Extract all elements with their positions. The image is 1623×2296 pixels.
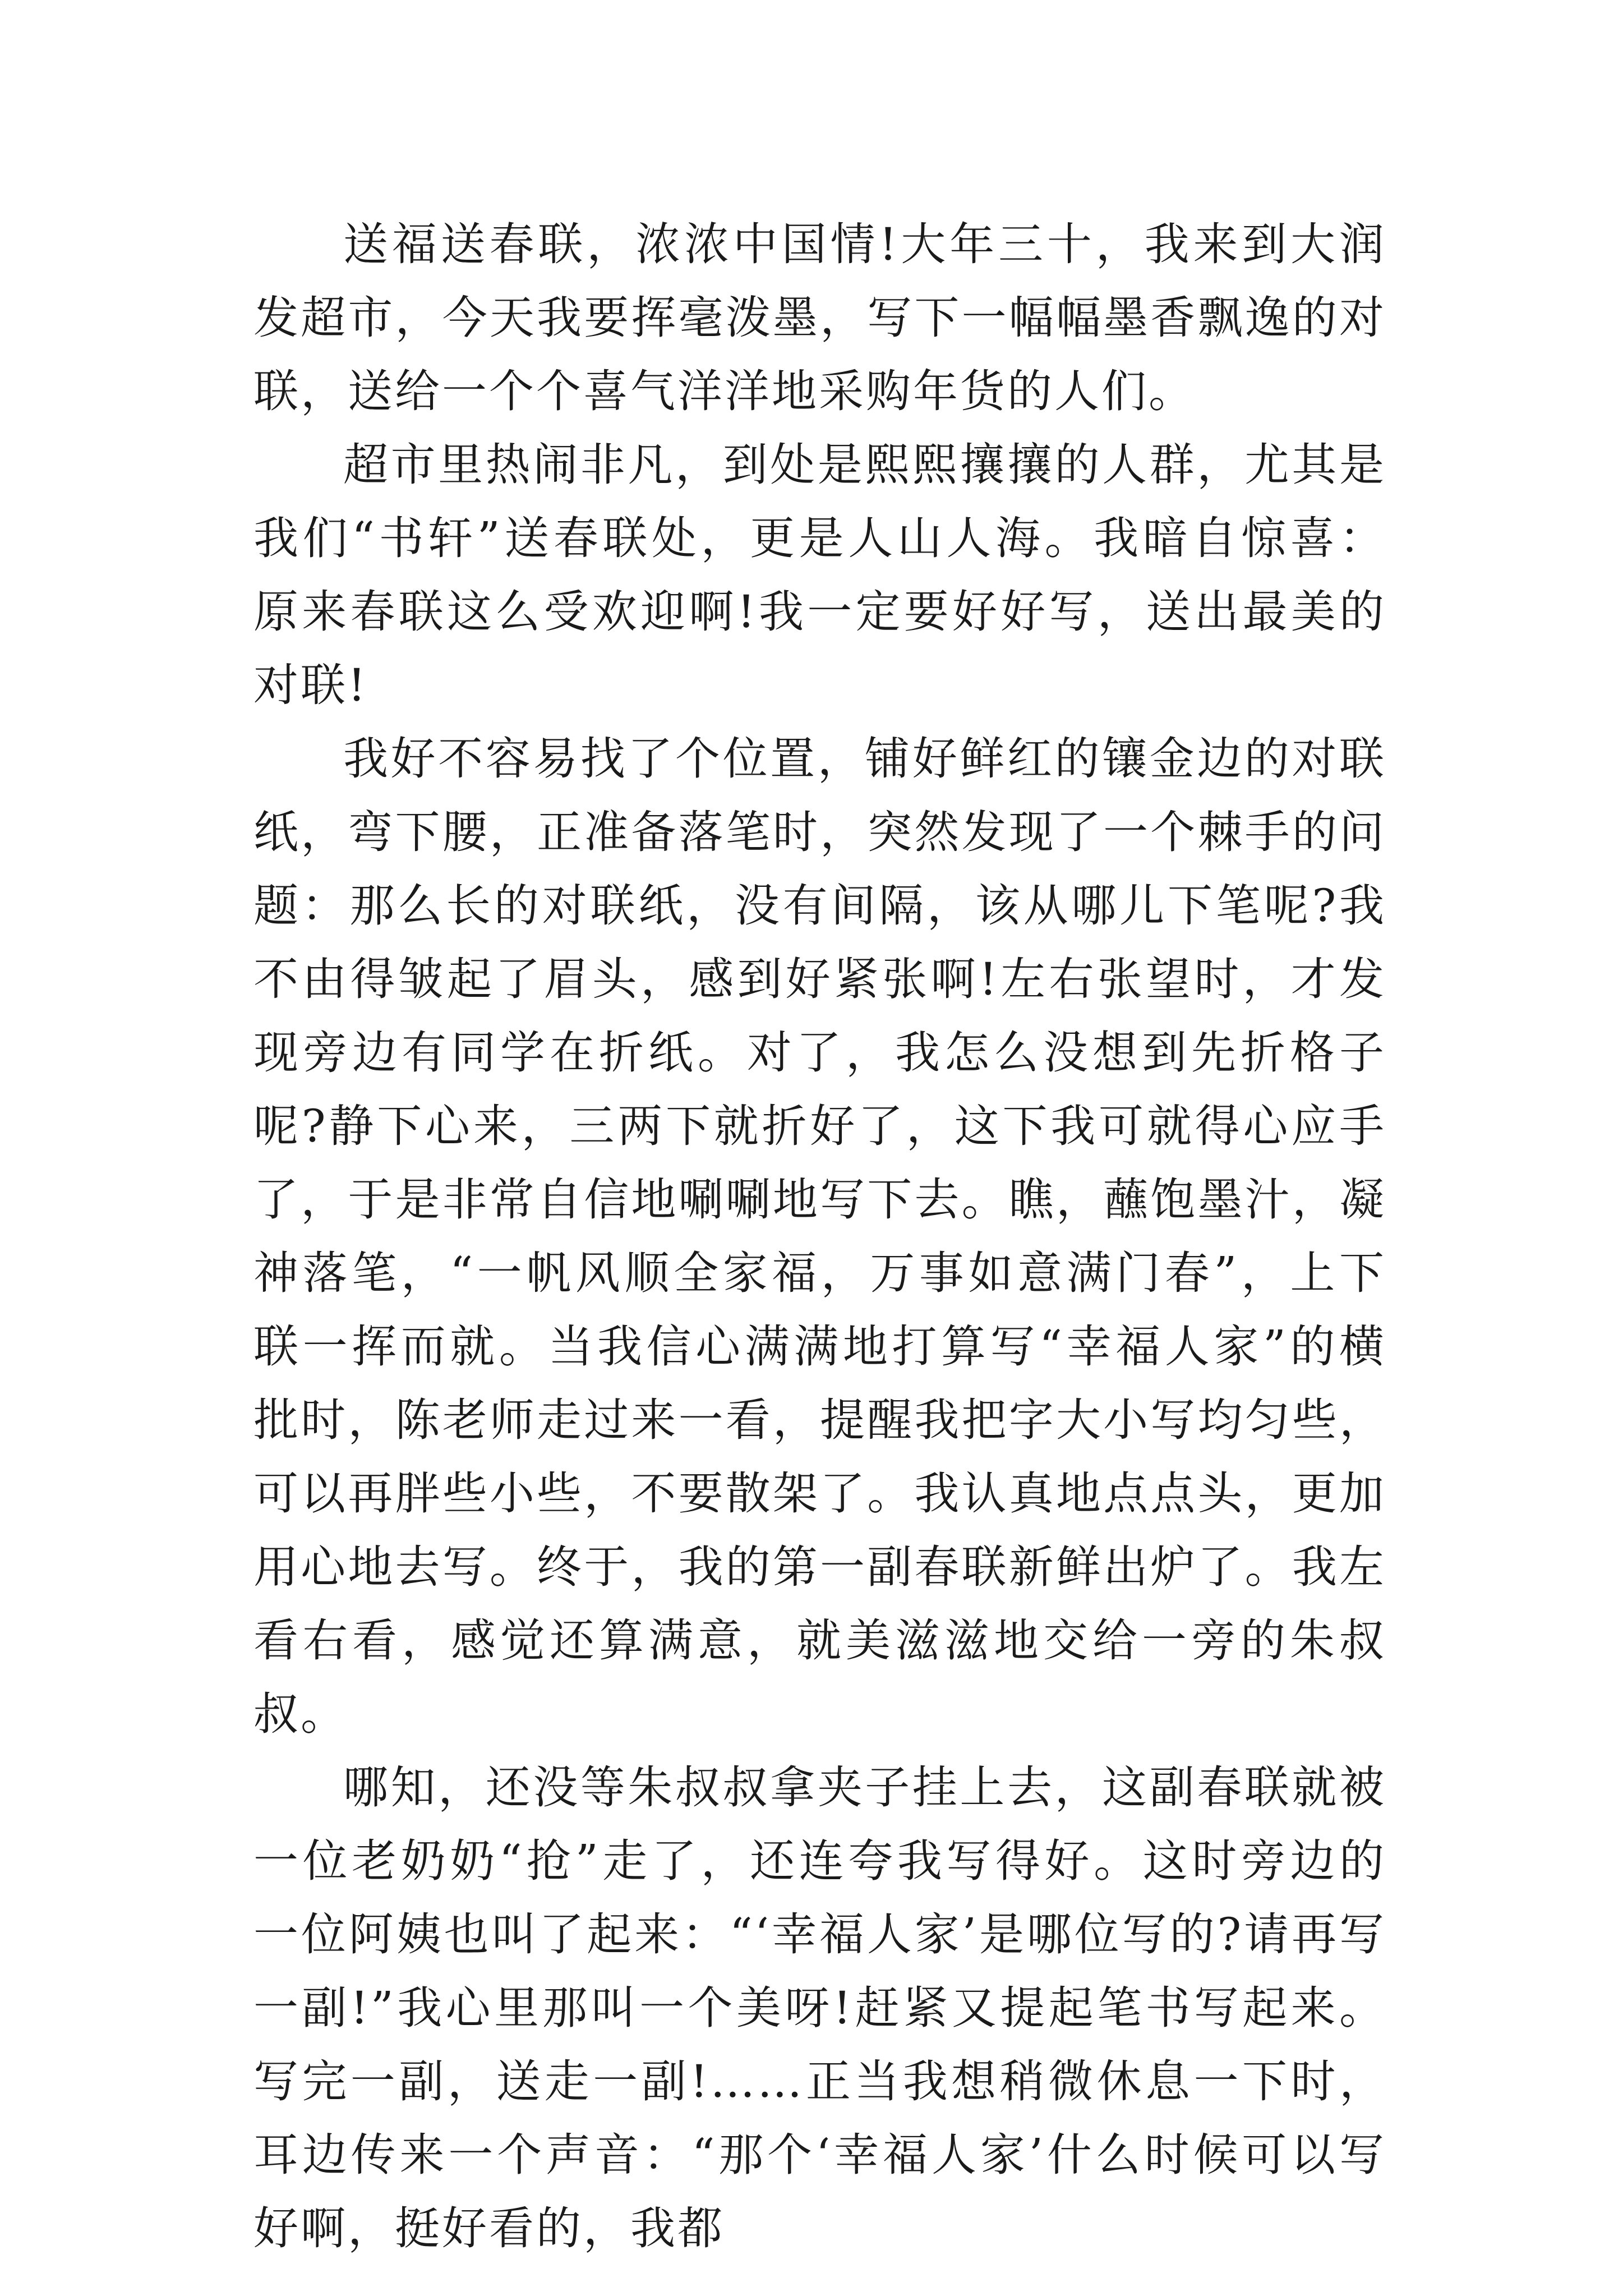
paragraph-3: 我好不容易找了个位置，铺好鲜红的镶金边的对联纸，弯下腰，正准备落笔时，突然发现了一个棘手的问题：那么长的对联纸，没有间隔，该从哪儿下笔呢?我不由得皱起了眉头，感到好紧张啊!左右张望时，才发现旁边有同学在折纸。对了，我怎么没想到先折格子呢?静下心来，三两下就折好了，这下我可就得心应手了，于是非常自信地唰唰地写下去。瞧，蘸饱墨汁，凝神落笔，“一帆风顺全家福，万事如意满门春”，上下联一挥而就。当我信心满满地打算写“幸福人家”的横批时，陈老师走过来一看，提醒我把字大小写均匀些，可以再胖些小些，不要散架了。我认真地点点头，更加用心地去写。终于，我的第一副春联新鲜出炉了。我左看右看，感觉还算满意，就美滋滋地交给一旁的朱叔叔。: [253, 733, 1386, 1740]
document-body: [253, 208, 1386, 2265]
paragraph-1: 送福送春联，浓浓中国情!大年三十，我来到大润发超市，今天我要挥毫泼墨，写下一幅幅墨香飘逸的对联，送给一个个喜气洋洋地采购年货的人们。: [253, 218, 1386, 417]
paragraph-2: 超市里热闹非凡，到处是熙熙攘攘的人群，尤其是我们“书轩”送春联处，更是人山人海。我暗自惊喜：原来春联这么受欢迎啊!我一定要好好写，送出最美的对联!: [253, 439, 1386, 711]
paragraph-4: 哪知，还没等朱叔叔拿夹子挂上去，这副春联就被一位老奶奶“抢”走了，还连夸我写得好。这时旁边的一位阿姨也叫了起来：“‘幸福人家’是哪位写的?请再写一副!”我心里那叫一个美呀!赶紧又提起笔书写起来。写完一副，送走一副!……正当我想稍微休息一下时，耳边传来一个声音：“那个‘幸福人家’什么时候可以写好啊，挺好看的，我都: [253, 1761, 1386, 2254]
